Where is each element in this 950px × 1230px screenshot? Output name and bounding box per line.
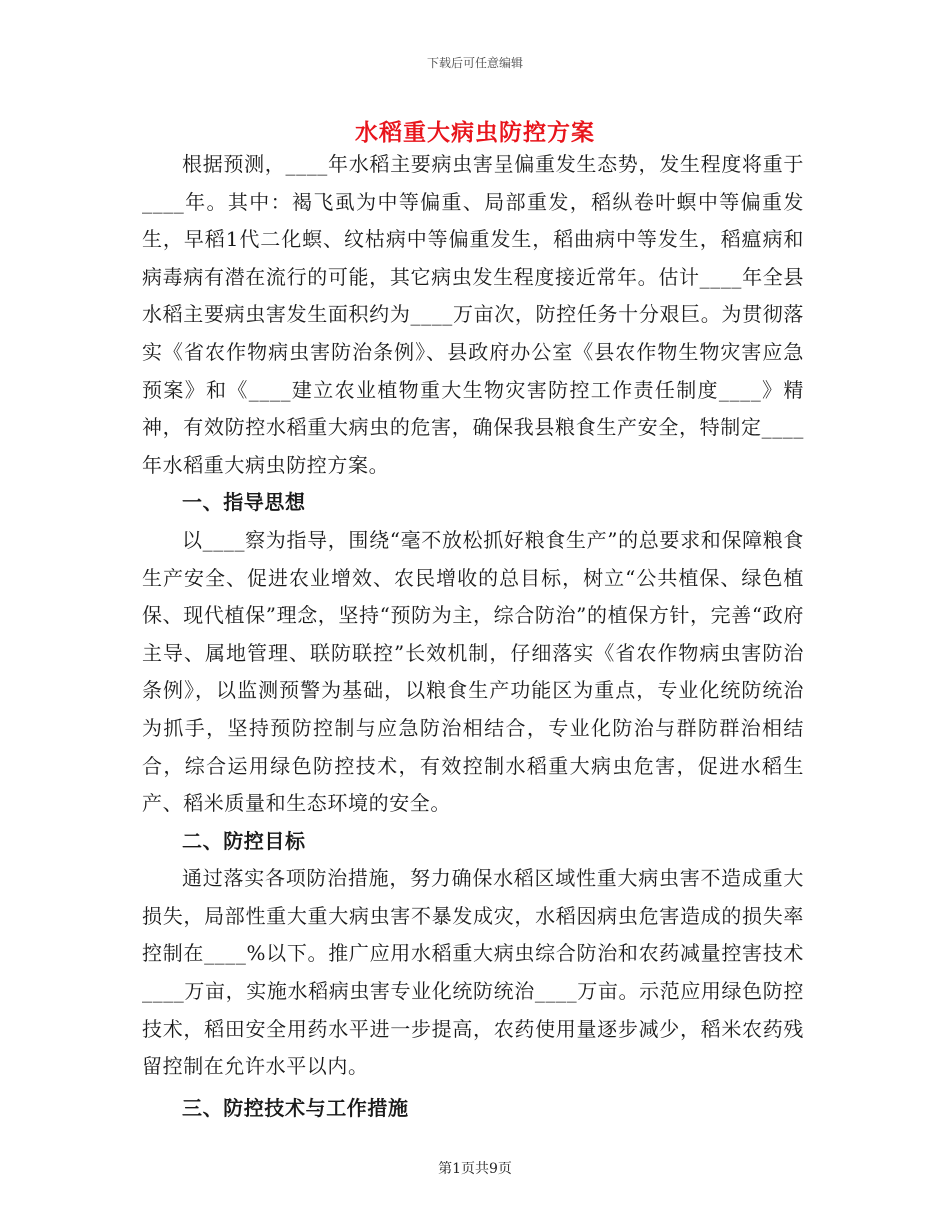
header-note: 下载后可任意编辑: [426, 56, 523, 70]
section-paragraph-guiding-thought: 以____察为指导，围绕“毫不放松抓好粮食生产”的总要求和保障粮食生产安全、促进农业增效、农民增收的总目标，树立“公共植保、绿色植保、现代植保”理念，坚持“预防为主，综合防治”的植保方针，完善“政府主导、属地管理、联防联控”长效机制，仔细落实《省农作物病虫害防治条例》，以监测预警为基础，以粮食生产功能区为重点，专业化统防统治为抓手，坚持预防控制与应急防治相结合，专业化防治与群防群治相结合，综合运用绿色防控技术，有效控制水稻重大病虫危害，促进水稻生产、稻米质量和生态环境的安全。: [142, 527, 804, 816]
intro-paragraph: 根据预测，____年水稻主要病虫害呈偏重发生态势，发生程度将重于____年。其中：褐飞虱为中等偏重、局部重发，稻纵卷叶螟中等偏重发生，早稻1代二化螟、纹枯病中等偏重发生，稻曲病中等发生，稻瘟病和病毒病有潜在流行的可能，其它病虫发生程度接近常年。估计____年全县水稻主要病虫害发生面积约为____万亩次，防控任务十分艰巨。为贯彻落实《省农作物病虫害防治条例》、县政府办公室《县农作物生物灾害应急预案》和《____建立农业植物重大生物灾害防控工作责任制度____》精神，有效防控水稻重大病虫的危害，确保我县粮食生产安全，特制定____年水稻重大病虫防控方案。: [142, 152, 804, 477]
section-heading-control-measures: 三、防控技术与工作措施: [182, 1095, 409, 1120]
document-title: 水稻重大病虫防控方案: [355, 119, 595, 146]
document-body: [142, 146, 804, 1127]
page-number: 第1页共9页: [438, 1161, 512, 1177]
section-paragraph-control-goals: 通过落实各项防治措施，努力确保水稻区域性重大病虫害不造成重大损失，局部性重大重大病虫害不暴发成灾，水稻因病虫危害造成的损失率控制在____%以下。推广应用水稻重大病虫综合防治和农药减量控害技术____万亩，实施水稻病虫害专业化统防统治____万亩。示范应用绿色防控技术，稻田安全用药水平进一步提高，农药使用量逐步减少，稻米农药残留控制在允许水平以内。: [142, 866, 804, 1079]
section-heading-guiding-thought: 一、指导思想: [182, 490, 306, 515]
section-heading-control-goals: 二、防控目标: [182, 828, 306, 853]
